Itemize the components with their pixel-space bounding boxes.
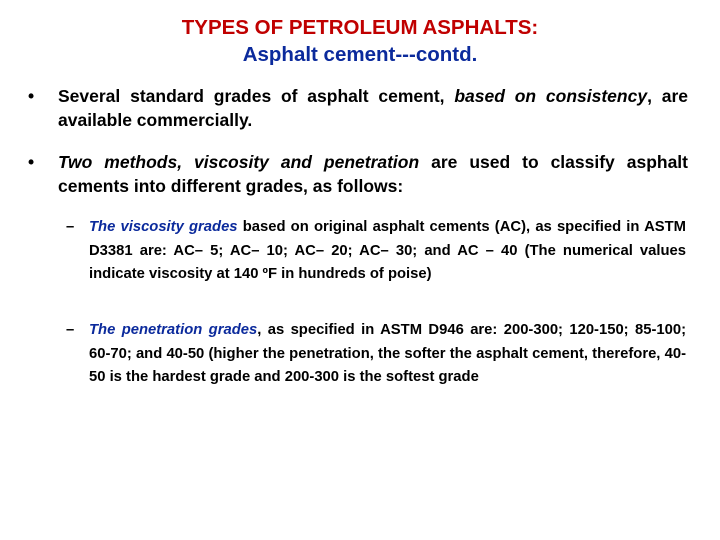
bullet-text — [58, 84, 688, 132]
bullet-text-part: Several standard grades of asphalt cement, — [58, 86, 455, 106]
bullet-marker: • — [28, 86, 35, 106]
sub-bullet-lead: The penetration grades — [89, 322, 258, 338]
sub-bullet-text — [89, 319, 686, 390]
bullet-emphasis: based on consistency — [454, 86, 648, 106]
sub-bullet-marker: – — [66, 219, 75, 235]
sub-bullet-body: , as specified in ASTM D946 are: 200-300; 120-150; 85-100; 60-70; and 40-50 (higher the penetration, the softer the asphalt cement, therefore, 40-50 is the hardest grade and 200-300 is the softest grade — [89, 322, 687, 385]
bullet-text — [58, 150, 688, 198]
bullet-marker: • — [28, 152, 35, 172]
sub-bullet-marker: – — [66, 322, 75, 338]
sub-bullet-body: based on original asphalt cements (AC), as specified in ASTM D3381 are: AC– 5; AC– 10; AC– 20; AC– 30; and AC – 40 (The numerical values indicate viscosity at 140 ºF in hundreds of poise) — [89, 219, 686, 282]
sub-bullet-text — [89, 216, 686, 287]
bullet-text-part: , are available commercially. — [58, 86, 689, 130]
title-line-main: TYPES OF PETROLEUM ASPHALTS: — [181, 16, 539, 39]
bullet-text-part: are used to classify asphalt cements into different grades, as follows: — [58, 152, 688, 196]
bullet-emphasis: Two methods, viscosity and penetration — [58, 152, 420, 172]
sub-bullet-lead: The viscosity grades — [89, 219, 238, 235]
title-line-sub: Asphalt cement---contd. — [242, 43, 478, 66]
slide-title — [0, 14, 720, 68]
